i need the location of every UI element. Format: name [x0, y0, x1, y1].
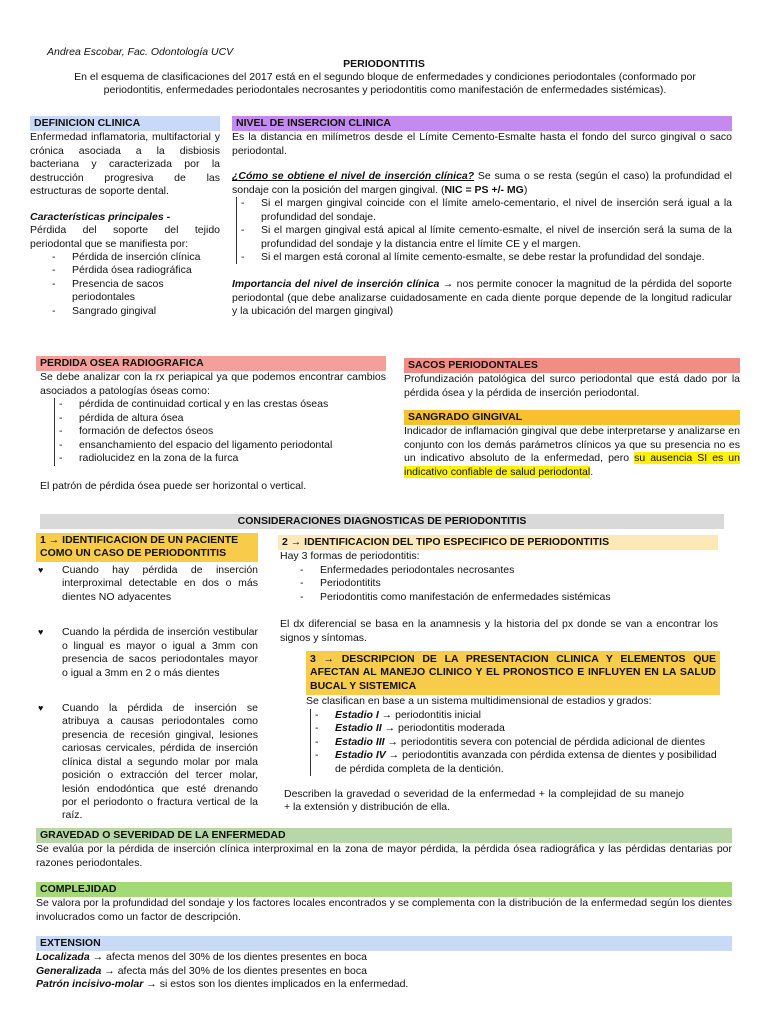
estadios-list [310, 709, 720, 776]
sacos-text: Profundización patológica del surco periodontal que está dado por la pérdida ósea y la pérdida de inserción periodontal. [404, 373, 740, 399]
sangrado-section [404, 410, 740, 479]
nivel-question-close: ) [523, 183, 528, 196]
complejidad-section [36, 882, 732, 924]
list-item: - Estadio III → periodontitis severa con potencial de pérdida adicional de dientes [311, 736, 720, 749]
list-item: - Pérdida ósea radiográfica [48, 264, 220, 277]
consideraciones-heading: CONSIDERACIONES DIAGNOSTICAS DE PERIODONTITIS [40, 514, 724, 529]
definicion-text: Enfermedad inflamatoria, multifactorial y crónica asociada a la disbiosis bacteriana y caracterizada por la destrucción progresiva de las estructuras de soporte dental. [30, 131, 220, 198]
sacos-section [404, 358, 740, 400]
list-item: - Si el margen gingival coincide con el límite amelo-cementario, el nivel de inserción será igual a la profundidad del sondaje. [237, 197, 732, 224]
sangrado-body: Indicador de inflamación gingival que debe interpretarse y analizarse en conjunto con los demás parámetros clínicos ya que su presencia no es un indicativo absoluto de la enfermedad, pero [404, 425, 740, 465]
col3-heading: 3 → DESCRIPCION DE LA PRESENTACION CLINICA Y ELEMENTOS QUE AFECTAN AL MANEJO CLINICO Y EL PRONOSTICO E INFLUYEN EN LA SALUD BUCAL Y SISTEMICA [306, 651, 720, 695]
nivel-heading: NIVEL DE INSERCION CLINICA [232, 116, 732, 131]
definicion-heading: DEFINICION CLINICA [30, 116, 220, 131]
perdida-text: Se debe analizar con la rx periapical ya que podemos encontrar cambios asociados a patologías óseas como: [40, 371, 386, 397]
list-item: - pérdida de continuidad cortical y en las crestas óseas [55, 398, 386, 411]
nivel-text: Es la distancia en milímetros desde el Límite Cemento-Esmalte hasta el fondo del surco gingival o saco periodontal. [232, 131, 732, 157]
sangrado-heading: SANGRADO GINGIVAL [404, 410, 740, 425]
author-line: Andrea Escobar, Fac. Odontología UCV [47, 46, 234, 58]
col1-list [36, 564, 258, 823]
caracteristicas-list [30, 251, 220, 318]
consideraciones-col1 [36, 533, 258, 845]
gravedad-heading: GRAVEDAD O SEVERIDAD DE LA ENFERMEDAD [36, 828, 732, 843]
nivel-list [236, 197, 732, 264]
nivel-question-text: Se suma o se resta (según el caso) la profundidad el sondaje con la posición del margen gingival. ( [232, 170, 732, 196]
list-item: - Pérdida de inserción clínica [48, 251, 220, 264]
list-item: - Periodontitis como manifestación de enfermedades sistémicas [296, 591, 718, 604]
intro-paragraph: En el esquema de clasificaciones del 2017 está en el segundo bloque de enfermedades y condiciones periodontales (conformado por periodontitis, enfermedades periodontales necrosantes y periodontitis como manifestación de enfermedades sistémicas). [74, 71, 696, 97]
col2-list [278, 564, 718, 604]
extension-item: Localizada → afecta menos del 30% de los dientes presentes en boca [36, 951, 367, 964]
caracteristicas-label: Características principales [30, 210, 164, 223]
nivel-question-title: ¿Cómo se obtiene el nivel de inserción clínica? [232, 170, 475, 183]
gravedad-section [36, 828, 732, 870]
col2-text: Hay 3 formas de periodontitis: [280, 550, 420, 563]
nivel-section [232, 116, 732, 319]
col2-note: El dx diferencial se basa en la anamnesis y la historia del px donde se van a encontrar los signos y síntomas. [280, 618, 718, 644]
list-item: - Si el margen está coronal al límite cemento-esmalte, se debe restar la profundidad del sondaje. [237, 251, 732, 264]
list-item: - Periodontitits [296, 577, 718, 590]
list-item: - Enfermedades periodontales necrosantes [296, 564, 718, 577]
gravedad-text: Se evalúa por la pérdida de inserción clínica interproximal en la zona de mayor pérdida, la pérdida ósea radiográfica y las pérdidas dentarias por razones periodontales. [36, 843, 732, 869]
col3-note: Describen la gravedad o severidad de la enfermedad + la complejidad de su manejo + la extensión y distribución de ella. [284, 787, 684, 814]
extension-item: Patrón incisivo-molar → si estos son los dientes implicados en la enfermedad. [36, 978, 409, 991]
consideraciones-col2 [278, 535, 718, 645]
extension-item: Generalizada → afecta más del 30% de los dientes presentes en boca [36, 964, 367, 977]
list-item: - Sangrado gingival [48, 305, 220, 318]
caracteristicas-title [30, 211, 220, 224]
list-item: - Si el margen gingival está apical al límite cemento-esmalte, el nivel de inserción será la suma de la profundidad del sondaje y la distancia entre el límite CE y el margen. [237, 224, 732, 251]
list-item: - radiolucidez en la zona de la furca [55, 452, 386, 465]
list-item: - formación de defectos óseos [55, 425, 386, 438]
sacos-heading: SACOS PERIODONTALES [404, 358, 740, 373]
extension-section [36, 936, 732, 992]
list-item: - Estadio II → periodontitis moderada [311, 722, 720, 735]
sangrado-highlight: su ausencia SI es un indicativo confiable de salud periodontal [404, 452, 740, 478]
importancia-text: nos permite conocer la magnitud de la pérdida del soporte periodontal (que debe analizarse cuidadosamente en cada diente porque depende de la longitud radicular y la ubicación del margen gingival) [232, 278, 733, 318]
list-item: - Presencia de sacos periodontales [48, 278, 220, 305]
extension-heading: EXTENSION [36, 936, 732, 951]
perdida-list [54, 398, 386, 465]
col2-heading: 2 → IDENTIFICACION DEL TIPO ESPECIFICO DE PERIODONTITIS [278, 535, 718, 550]
complejidad-text: Se valora por la profundidad del sondaje y los factores locales encontrados y se complementa con la distribución de la enfermedad según los dientes involucrados como un factor de descripción. [36, 897, 732, 923]
list-item: - ensanchamiento del espacio del ligamento periodontal [55, 439, 386, 452]
caracteristicas-dash: - [163, 210, 171, 223]
list-item: - Estadio IV → periodontitis avanzada con pérdida extensa de dientes y posibilidad de pérdida completa de la dentición. [311, 749, 720, 776]
perdida-heading: PERDIDA OSEA RADIOGRAFICA [36, 356, 386, 371]
importancia-title: Importancia del nivel de inserción clínica → [232, 278, 454, 291]
list-item: - Estadio I → periodontitis inicial [311, 709, 720, 722]
sangrado-tail: . [590, 465, 594, 478]
definicion-section [30, 116, 220, 318]
caracteristicas-text: Pérdida del soporte del tejido periodontal que se manifiesta por: [30, 224, 220, 250]
col3-text: Se clasifican en base a un sistema multidimensional de estadios y grados: [306, 695, 652, 708]
list-item: ♥ Cuando la pérdida de inserción se atribuya a causas periodontales como presencia de recesión gingival, lesiones cariosas cervicales, pérdida de inserción clínica distal a segundo molar por mala posición o extracción del tercer molar, lesión endodóntica que esté drenando por el periodonto o fractura vertical de la raíz. [38, 702, 258, 823]
complejidad-heading: COMPLEJIDAD [36, 882, 732, 897]
list-item: ♥ Cuando la pérdida de inserción vestibular o lingual es mayor o igual a 3mm con presencia de sacos periodontales mayor o igual a 3mm en 2 o más dientes [38, 626, 258, 680]
nivel-importancia [232, 278, 732, 318]
consideraciones-col3 [284, 651, 720, 815]
col1-heading: 1 → IDENTIFICACION DE UN PACIENTE COMO UN CASO DE PERIODONTITIS [36, 533, 258, 562]
list-item: ♥ Cuando hay pérdida de inserción interproximal detectable en dos o más dientes NO adyacentes [38, 564, 258, 604]
list-item: - pérdida de altura ósea [55, 412, 386, 425]
sangrado-text [404, 425, 740, 479]
perdida-note: El patrón de pérdida ósea puede ser horizontal o vertical. [40, 479, 307, 492]
page-title: PERIODONTITIS [343, 58, 425, 70]
nivel-question [232, 170, 732, 197]
perdida-section [36, 356, 386, 493]
nivel-formula: NIC = PS +/- MG [444, 183, 524, 196]
